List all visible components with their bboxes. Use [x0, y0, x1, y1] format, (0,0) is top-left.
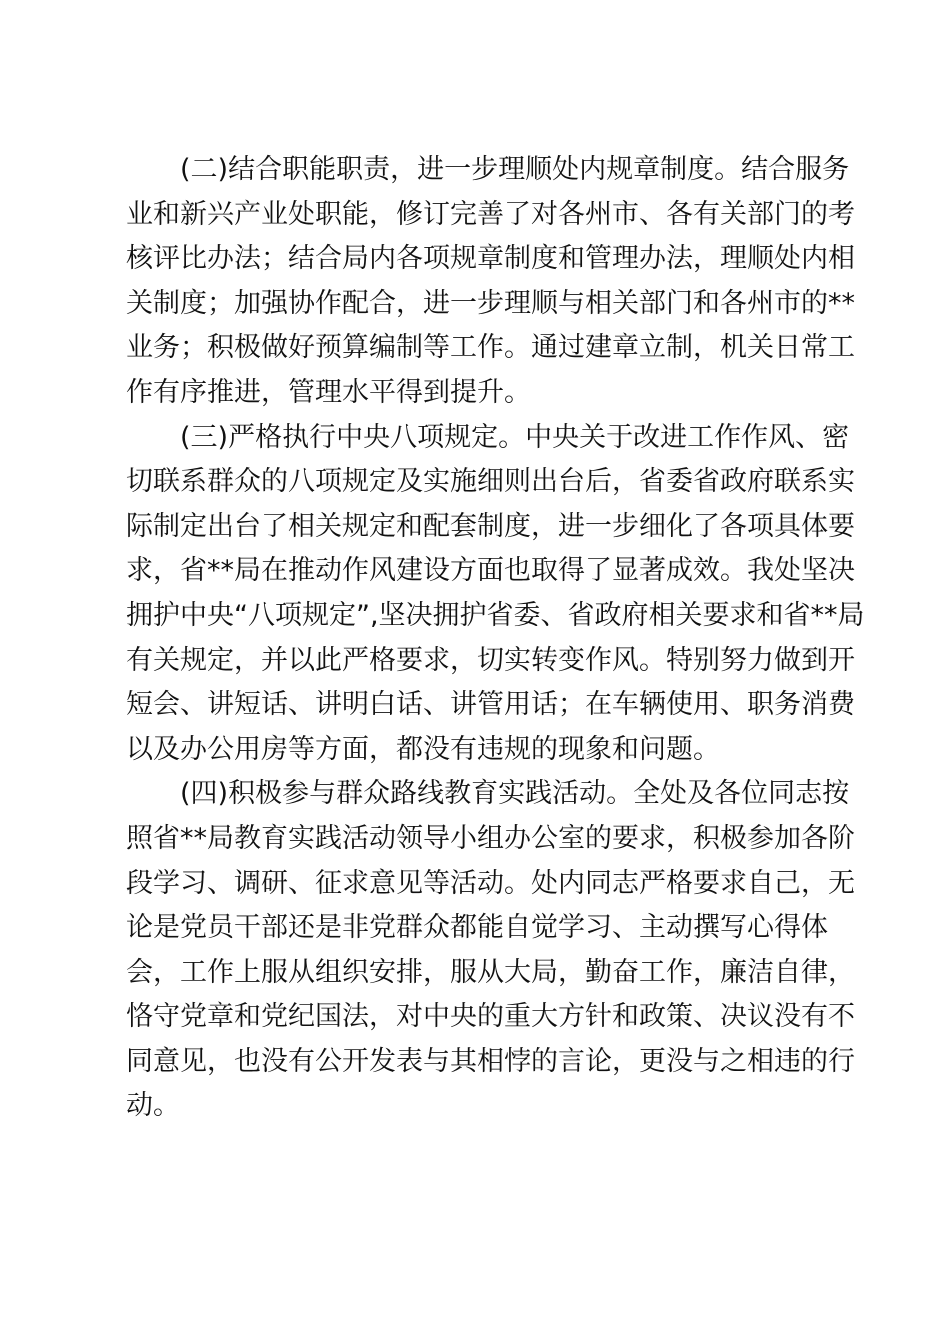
- document-body: [126, 148, 865, 1129]
- text-line: 动。: [126, 1090, 180, 1122]
- text-line: 业和新兴产业处职能，修订完善了对各州市、各有关部门的考: [126, 198, 855, 230]
- text-line: 恪守党章和党纪国法，对中央的重大方针和政策、决议没有不: [126, 1001, 855, 1033]
- paragraph-section-2: [126, 148, 855, 416]
- text-line: 业务；积极做好预算编制等工作。通过建章立制，机关日常工: [126, 332, 855, 364]
- text-line: 求，省**局在推动作风建设方面也取得了显著成效。我处坚决: [126, 555, 855, 587]
- text-line: 际制定出台了相关规定和配套制度，进一步细化了各项具体要: [126, 510, 855, 542]
- text-line: 段学习、调研、征求意见等活动。处内同志严格要求自己，无: [126, 867, 855, 899]
- text-line: 作有序推进，管理水平得到提升。: [126, 376, 531, 408]
- text-line: (三)严格执行中央八项规定。中央关于改进工作作风、密: [180, 421, 850, 453]
- text-line: 同意见，也没有公开发表与其相悖的言论，更没与之相违的行: [126, 1045, 855, 1077]
- paragraph-section-4: [126, 772, 855, 1129]
- text-line: 短会、讲短话、讲明白话、讲管用话；在车辆使用、职务消费: [126, 689, 855, 721]
- text-line: 有关规定，并以此严格要求，切实转变作风。特别努力做到开: [126, 644, 855, 676]
- text-line: 论是党员干部还是非党群众都能自觉学习、主动撰写心得体: [126, 912, 828, 944]
- text-line: (四)积极参与群众路线教育实践活动。全处及各位同志按: [180, 778, 850, 810]
- text-line: 会，工作上服从组织安排，服从大局，勤奋工作，廉洁自律，: [126, 956, 855, 988]
- text-line: 核评比办法；结合局内各项规章制度和管理办法，理顺处内相: [126, 243, 855, 275]
- text-line: (二)结合职能职责，进一步理顺处内规章制度。结合服务: [180, 154, 850, 185]
- text-line: 照省**局教育实践活动领导小组办公室的要求，积极参加各阶: [126, 822, 855, 854]
- text-line: 以及办公用房等方面，都没有违规的现象和问题。: [126, 733, 720, 765]
- paragraph-section-3: [126, 416, 865, 773]
- text-line: 切联系群众的八项规定及实施细则出台后，省委省政府联系实: [126, 466, 855, 498]
- text-line: 拥护中央“八项规定”,坚决拥护省委、省政府相关要求和省**局: [126, 599, 865, 631]
- text-line: 关制度；加强协作配合，进一步理顺与相关部门和各州市的**: [126, 287, 855, 319]
